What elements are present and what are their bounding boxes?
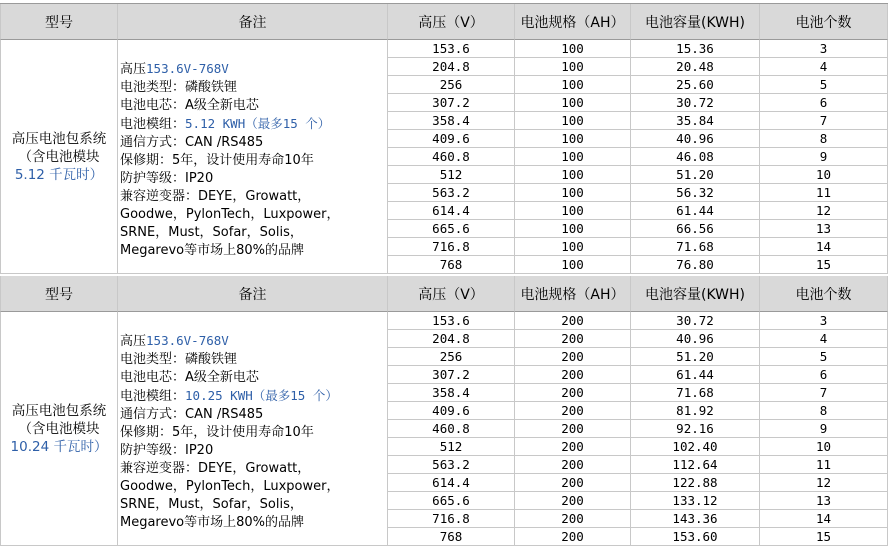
remark-accent-text: 153.6V-768V [146, 61, 229, 76]
cell-battery-spec: 100 [515, 112, 631, 130]
remark-line [120, 442, 387, 460]
remark-accent-text: 153.6V-768V [146, 333, 229, 348]
cell-battery-count: 12 [760, 474, 888, 492]
remark-text: 电池类型：磷酸铁锂 [120, 80, 238, 95]
header-remarks: 备注 [118, 276, 388, 312]
remark-line [120, 79, 387, 97]
cell-capacity: 61.44 [631, 366, 760, 384]
model-line: 5.12 千瓦时） [14, 166, 104, 183]
remark-line [120, 242, 387, 260]
cell-capacity: 51.20 [631, 348, 760, 366]
remark-text: Megarevo等市场上80%的品牌 [120, 243, 305, 258]
cell-battery-spec: 200 [515, 402, 631, 420]
remark-text: 电池电芯：A级全新电芯 [120, 370, 259, 385]
remark-text: 保修期：5年，设计使用寿命10年 [120, 153, 314, 168]
cell-voltage: 768 [388, 256, 515, 274]
cell-voltage: 563.2 [388, 184, 515, 202]
remark-line [120, 170, 387, 188]
cell-battery-spec: 100 [515, 184, 631, 202]
cell-battery-count: 8 [760, 130, 888, 148]
cell-battery-spec: 100 [515, 202, 631, 220]
remark-line [120, 188, 387, 206]
remark-text: 防护等级：IP20 [120, 171, 214, 186]
cell-voltage: 716.8 [388, 238, 515, 256]
cell-battery-spec: 100 [515, 256, 631, 274]
header-battery-spec: 电池规格（AH） [515, 4, 631, 40]
remark-line [120, 460, 387, 478]
cell-capacity: 122.88 [631, 474, 760, 492]
cell-voltage: 204.8 [388, 58, 515, 76]
remark-text: 高压 [120, 334, 147, 349]
cell-battery-spec: 100 [515, 76, 631, 94]
cell-battery-spec: 200 [515, 438, 631, 456]
remark-text: 兼容逆变器：DEYE，Growatt， [120, 461, 311, 476]
cell-battery-count: 6 [760, 366, 888, 384]
cell-battery-spec: 200 [515, 420, 631, 438]
model-cell [0, 40, 118, 274]
remark-text: Goodwe，PylonTech，Luxpower， [120, 207, 340, 222]
remark-accent-text: 5.12 KWH（最多15 个） [185, 116, 331, 131]
cell-capacity: 66.56 [631, 220, 760, 238]
remark-line [120, 369, 387, 387]
cell-capacity: 40.96 [631, 130, 760, 148]
remark-line [120, 514, 387, 532]
remark-line [120, 134, 387, 152]
cell-capacity: 46.08 [631, 148, 760, 166]
cell-capacity: 15.36 [631, 40, 760, 58]
cell-capacity: 143.36 [631, 510, 760, 528]
remark-line [120, 332, 387, 351]
model-cell [0, 312, 118, 546]
cell-capacity: 56.32 [631, 184, 760, 202]
cell-battery-spec: 100 [515, 238, 631, 256]
remark-text: 电池模组： [120, 389, 186, 404]
cell-voltage: 460.8 [388, 148, 515, 166]
cell-battery-count: 14 [760, 510, 888, 528]
model-line: 高压电池包系统 [11, 402, 107, 419]
cell-battery-count: 12 [760, 202, 888, 220]
cell-capacity: 35.84 [631, 112, 760, 130]
cell-voltage: 153.6 [388, 40, 515, 58]
cell-battery-count: 4 [760, 58, 888, 76]
remark-text: 通信方式：CAN /RS485 [120, 407, 264, 422]
remark-line [120, 406, 387, 424]
cell-battery-count: 11 [760, 456, 888, 474]
remark-text: SRNE，Must，Sofar，Solis， [120, 225, 303, 240]
cell-battery-count: 10 [760, 438, 888, 456]
remark-text: 高压 [120, 62, 147, 77]
cell-capacity: 92.16 [631, 420, 760, 438]
cell-battery-spec: 200 [515, 312, 631, 330]
remarks-cell [118, 312, 388, 546]
cell-capacity: 30.72 [631, 94, 760, 112]
cell-battery-count: 5 [760, 76, 888, 94]
cell-battery-spec: 100 [515, 148, 631, 166]
header-battery-spec: 电池规格（AH） [515, 276, 631, 312]
cell-capacity: 61.44 [631, 202, 760, 220]
cell-battery-spec: 200 [515, 510, 631, 528]
remark-text: 电池电芯：A级全新电芯 [120, 98, 259, 113]
cell-capacity: 76.80 [631, 256, 760, 274]
cell-battery-spec: 200 [515, 492, 631, 510]
cell-battery-spec: 100 [515, 58, 631, 76]
cell-capacity: 133.12 [631, 492, 760, 510]
cell-battery-count: 3 [760, 312, 888, 330]
remark-text: 电池模组： [120, 117, 186, 132]
cell-battery-count: 13 [760, 220, 888, 238]
cell-capacity: 51.20 [631, 166, 760, 184]
cell-voltage: 256 [388, 348, 515, 366]
top-border [0, 3, 888, 4]
cell-voltage: 614.4 [388, 474, 515, 492]
cell-battery-spec: 200 [515, 366, 631, 384]
cell-battery-count: 11 [760, 184, 888, 202]
cell-voltage: 665.6 [388, 492, 515, 510]
remark-line [120, 152, 387, 170]
cell-battery-spec: 100 [515, 130, 631, 148]
cell-capacity: 102.40 [631, 438, 760, 456]
header-battery-count: 电池个数 [760, 4, 888, 40]
cell-battery-spec: 100 [515, 166, 631, 184]
cell-voltage: 307.2 [388, 366, 515, 384]
model-line: 高压电池包系统 [11, 130, 107, 147]
remark-line [120, 478, 387, 496]
cell-voltage: 409.6 [388, 402, 515, 420]
cell-capacity: 25.60 [631, 76, 760, 94]
cell-battery-spec: 200 [515, 456, 631, 474]
cell-battery-spec: 200 [515, 384, 631, 402]
cell-battery-count: 15 [760, 528, 888, 546]
remark-text: 防护等级：IP20 [120, 443, 214, 458]
remark-text: 兼容逆变器：DEYE，Growatt， [120, 189, 311, 204]
remark-line [120, 424, 387, 442]
cell-voltage: 614.4 [388, 202, 515, 220]
model-line: （含电池模块 [18, 420, 100, 437]
cell-voltage: 307.2 [388, 94, 515, 112]
cell-voltage: 512 [388, 438, 515, 456]
cell-battery-spec: 200 [515, 330, 631, 348]
remark-text: 电池类型：磷酸铁锂 [120, 352, 238, 367]
cell-battery-count: 15 [760, 256, 888, 274]
cell-voltage: 716.8 [388, 510, 515, 528]
cell-battery-count: 3 [760, 40, 888, 58]
cell-battery-count: 4 [760, 330, 888, 348]
remark-text: 保修期：5年，设计使用寿命10年 [120, 425, 314, 440]
remarks-cell [118, 40, 388, 274]
model-line: （含电池模块 [18, 148, 100, 165]
cell-voltage: 256 [388, 76, 515, 94]
remark-line [120, 97, 387, 115]
cell-voltage: 512 [388, 166, 515, 184]
remark-line [120, 60, 387, 79]
header-model: 型号 [0, 4, 118, 40]
header-remarks: 备注 [118, 4, 388, 40]
cell-capacity: 71.68 [631, 384, 760, 402]
cell-battery-spec: 100 [515, 94, 631, 112]
cell-battery-count: 7 [760, 112, 888, 130]
cell-battery-spec: 200 [515, 348, 631, 366]
cell-voltage: 665.6 [388, 220, 515, 238]
cell-voltage: 358.4 [388, 112, 515, 130]
cell-capacity: 153.60 [631, 528, 760, 546]
cell-capacity: 71.68 [631, 238, 760, 256]
cell-voltage: 768 [388, 528, 515, 546]
cell-battery-count: 8 [760, 402, 888, 420]
cell-battery-count: 9 [760, 148, 888, 166]
cell-voltage: 358.4 [388, 384, 515, 402]
header-voltage: 高压（V） [388, 4, 515, 40]
remark-line [120, 351, 387, 369]
cell-voltage: 409.6 [388, 130, 515, 148]
remark-text: Goodwe，PylonTech，Luxpower， [120, 479, 340, 494]
cell-capacity: 20.48 [631, 58, 760, 76]
cell-capacity: 112.64 [631, 456, 760, 474]
remark-text: SRNE，Must，Sofar，Solis， [120, 497, 303, 512]
cell-battery-count: 14 [760, 238, 888, 256]
header-model: 型号 [0, 276, 118, 312]
cell-capacity: 81.92 [631, 402, 760, 420]
cell-battery-spec: 100 [515, 220, 631, 238]
remark-line [120, 115, 387, 134]
remark-line [120, 224, 387, 242]
remark-line [120, 387, 387, 406]
cell-battery-count: 5 [760, 348, 888, 366]
cell-voltage: 563.2 [388, 456, 515, 474]
cell-battery-spec: 100 [515, 40, 631, 58]
cell-capacity: 40.96 [631, 330, 760, 348]
remark-line [120, 206, 387, 224]
cell-battery-spec: 200 [515, 528, 631, 546]
header-battery-count: 电池个数 [760, 276, 888, 312]
cell-voltage: 460.8 [388, 420, 515, 438]
cell-battery-spec: 200 [515, 474, 631, 492]
remark-line [120, 496, 387, 514]
cell-capacity: 30.72 [631, 312, 760, 330]
cell-battery-count: 10 [760, 166, 888, 184]
cell-battery-count: 13 [760, 492, 888, 510]
remark-text: 通信方式：CAN /RS485 [120, 135, 264, 150]
header-voltage: 高压（V） [388, 276, 515, 312]
header-capacity: 电池容量(KWH) [631, 276, 760, 312]
cell-battery-count: 9 [760, 420, 888, 438]
cell-voltage: 204.8 [388, 330, 515, 348]
remark-text: Megarevo等市场上80%的品牌 [120, 515, 305, 530]
header-capacity: 电池容量(KWH) [631, 4, 760, 40]
cell-battery-count: 7 [760, 384, 888, 402]
model-line: 10.24 千瓦时） [10, 438, 108, 455]
remark-accent-text: 10.25 KWH（最多15 个） [185, 388, 338, 403]
cell-battery-count: 6 [760, 94, 888, 112]
cell-voltage: 153.6 [388, 312, 515, 330]
